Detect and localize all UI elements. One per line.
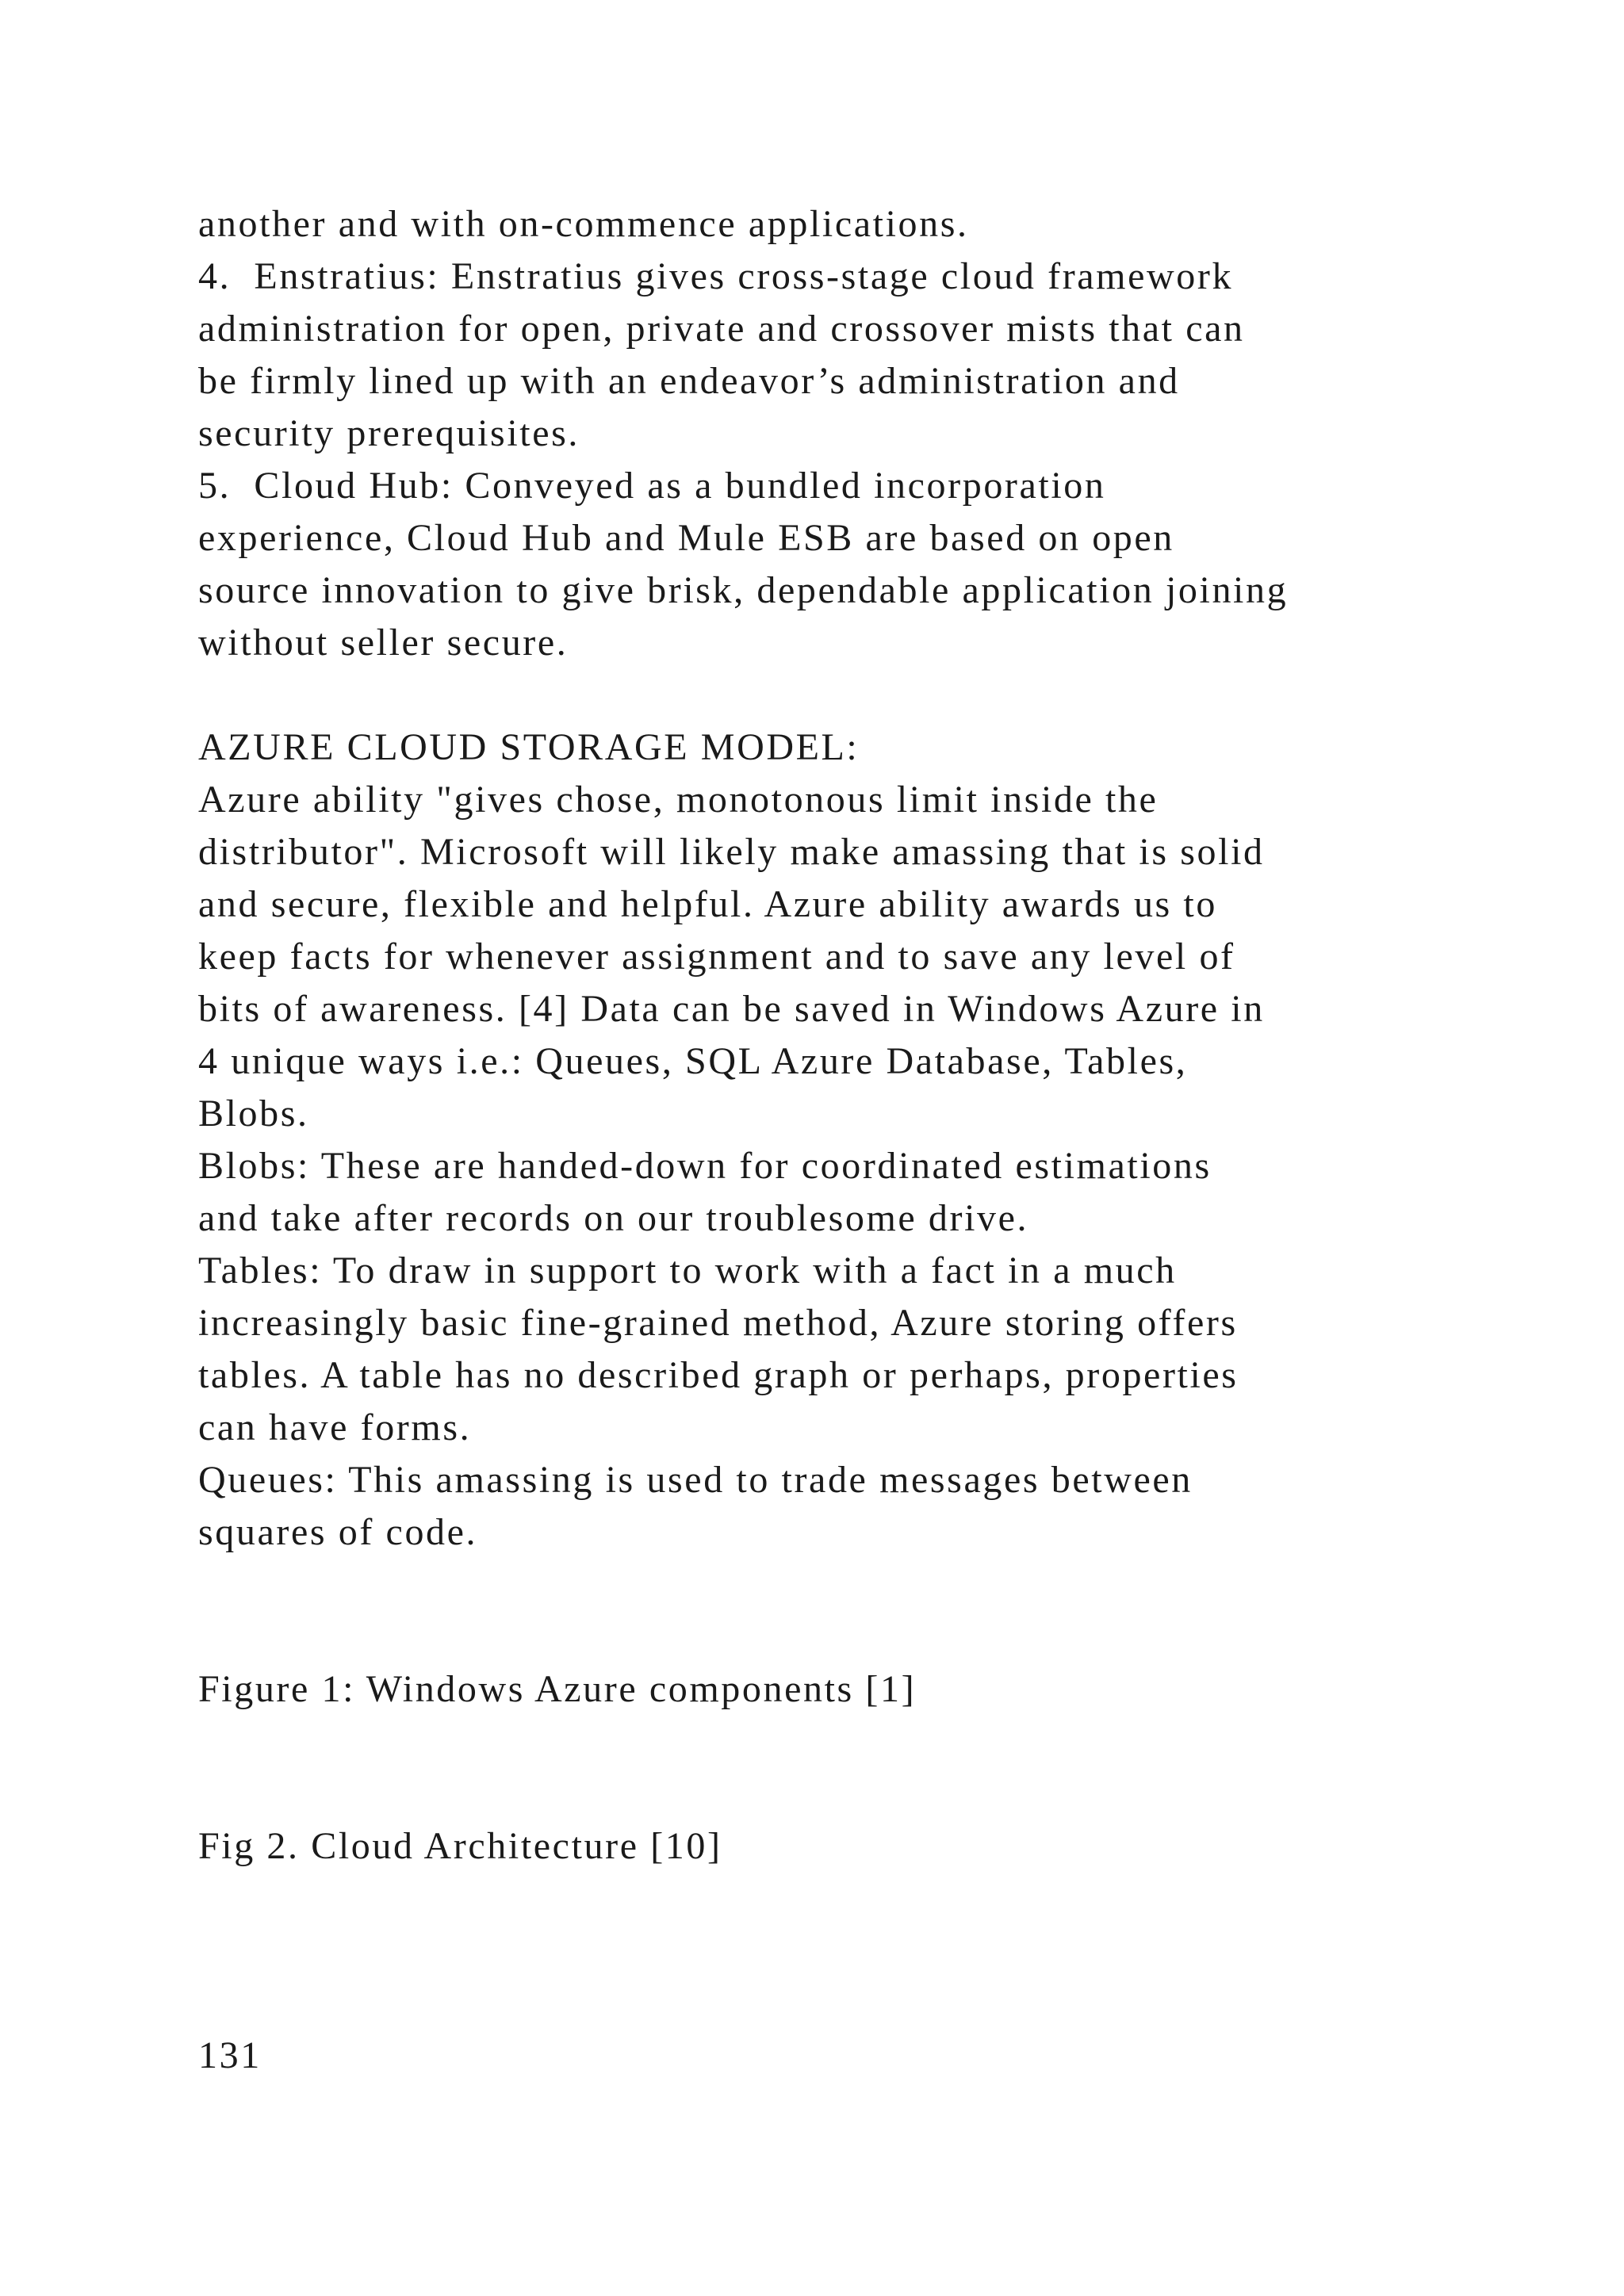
text-line: experience, Cloud Hub and Mule ESB are based on open [198, 517, 1174, 559]
text-line: be firmly lined up with an endeavor’s administration and [198, 360, 1180, 402]
paragraph-line: 4 unique ways i.e.: Queues, SQL Azure Database, Tables, [198, 1040, 1188, 1082]
text-line: security prerequisites. [198, 412, 580, 454]
paragraph-line: distributor". Microsoft will likely make amassing that is solid [198, 831, 1265, 873]
queues-description: Queues: This amassing is used to trade messages between [198, 1459, 1193, 1501]
figure-1-caption: Figure 1: Windows Azure components [1] [198, 1668, 917, 1710]
list-item-enstratius: 4. Enstratius: Enstratius gives cross-stage cloud framework [198, 255, 1234, 297]
paragraph-line: and secure, flexible and helpful. Azure ability awards us to [198, 883, 1217, 925]
page-number: 131 [198, 2034, 262, 2076]
list-item-cloud-hub: 5. Cloud Hub: Conveyed as a bundled incorporation [198, 465, 1106, 507]
blobs-description: and take after records on our troublesome drive. [198, 1197, 1029, 1239]
tables-description: can have forms. [198, 1406, 472, 1448]
paragraph-line: Azure ability "gives chose, monotonous limit inside the [198, 779, 1159, 821]
section-heading: AZURE CLOUD STORAGE MODEL: [198, 726, 860, 768]
queues-description: squares of code. [198, 1511, 478, 1553]
figure-2-caption: Fig 2. Cloud Architecture [10] [198, 1825, 722, 1867]
text-line: without seller secure. [198, 622, 569, 664]
tables-description: Tables: To draw in support to work with a fact in a much [198, 1249, 1177, 1292]
text-line: administration for open, private and crossover mists that can [198, 308, 1245, 350]
tables-description: tables. A table has no described graph or perhaps, properties [198, 1354, 1239, 1396]
tables-description: increasingly basic fine-grained method, Azure storing offers [198, 1302, 1238, 1344]
paragraph-line: Blobs. [198, 1093, 309, 1135]
text-line: another and with on-commence applications. [198, 203, 969, 245]
paragraph-line: bits of awareness. [4] Data can be saved in Windows Azure in [198, 988, 1265, 1030]
paragraph-line: keep facts for whenever assignment and to save any level of [198, 936, 1235, 978]
text-line: source innovation to give brisk, dependable application joining [198, 569, 1289, 611]
blobs-description: Blobs: These are handed-down for coordinated estimations [198, 1145, 1212, 1187]
